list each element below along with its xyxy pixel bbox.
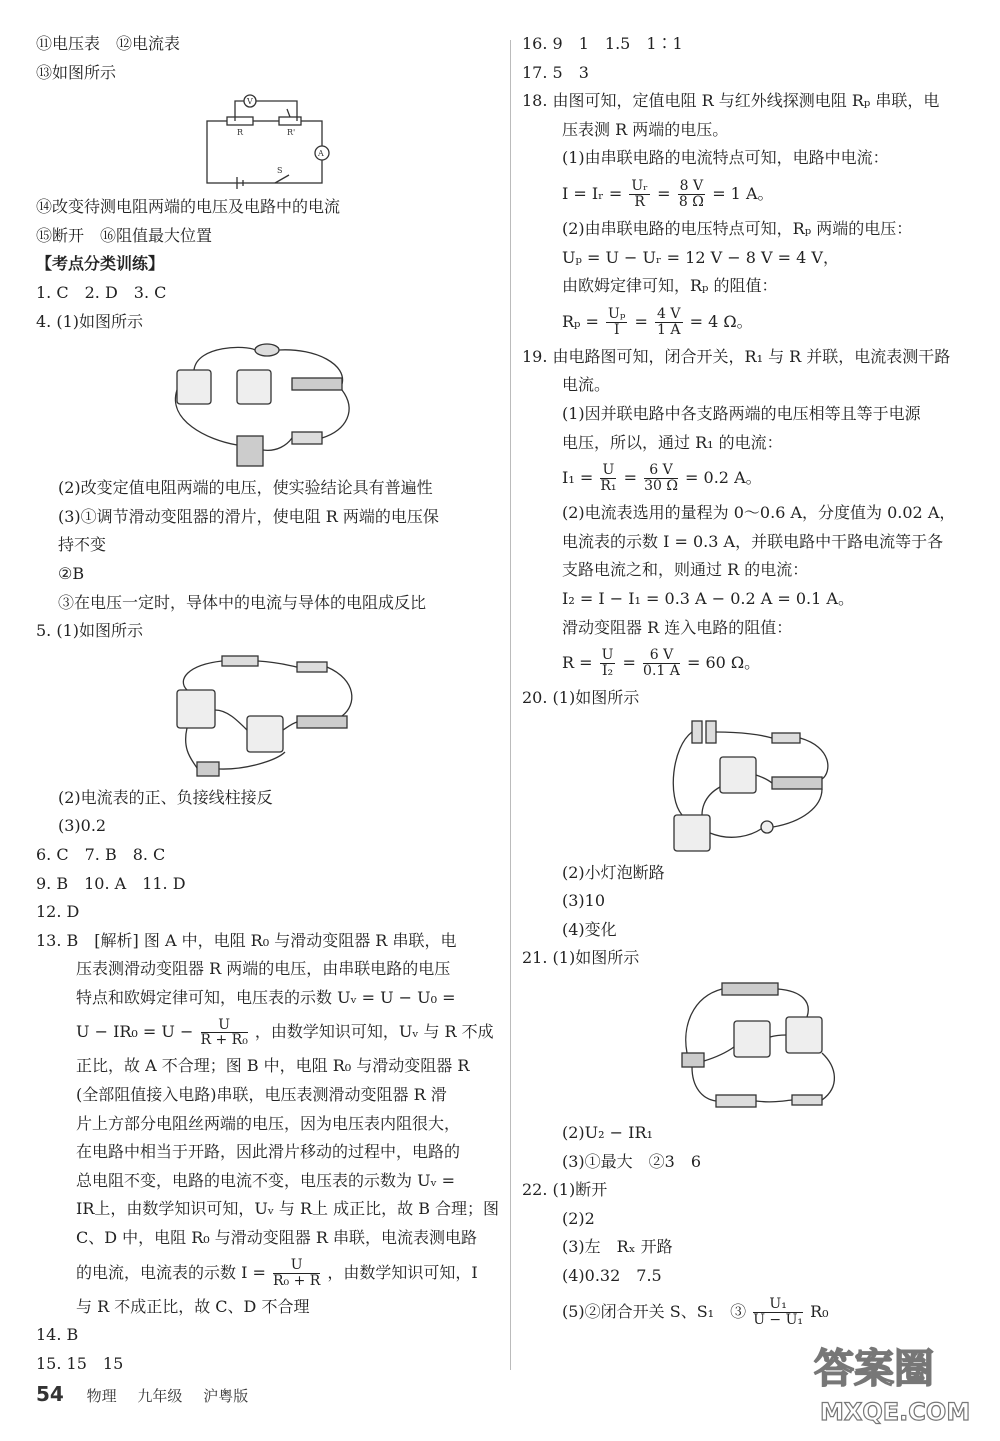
svg-text:R': R' bbox=[287, 128, 296, 138]
answer-line: (2)由串联电路的电压特点可知，Rₚ 两端的电压： bbox=[562, 218, 913, 238]
answer-line: 滑动变阻器 R 连入电路的阻值： bbox=[562, 617, 793, 637]
answer-line: ⑮断开 ⑯阻值最大位置 bbox=[36, 225, 213, 245]
answer-line: 12. D bbox=[36, 902, 80, 922]
answer-line: 6. C 7. B 8. C bbox=[36, 844, 166, 864]
denominator: 30 Ω bbox=[644, 478, 678, 495]
answer-line bbox=[522, 173, 977, 215]
watermark-text: 答案圈 bbox=[814, 1346, 934, 1392]
answer-line: 电流。 bbox=[562, 375, 611, 395]
numerator: 6 V bbox=[644, 463, 678, 479]
text: R = bbox=[562, 653, 593, 673]
answer-line: 片上方部分电阻丝两端的电压，因为电压表内阻很大， bbox=[76, 1113, 461, 1133]
text: I = Iᵣ = bbox=[562, 183, 623, 203]
fraction bbox=[629, 179, 650, 209]
answer-line: C、D 中，电阻 R₀ 与滑动变阻器 R 串联，电流表测电路 bbox=[76, 1228, 478, 1248]
answer-line: 1. C 2. D 3. C bbox=[36, 282, 167, 302]
answer-line: 4. (1)如图所示 bbox=[36, 311, 144, 331]
right-column bbox=[522, 30, 977, 1333]
answer-line: (4)变化 bbox=[562, 919, 617, 939]
answer-line: 电压，所以，通过 R₁ 的电流： bbox=[562, 432, 783, 452]
text: (5)②闭合开关 S、S₁ ③ bbox=[562, 1301, 747, 1321]
watermark-logo bbox=[806, 1330, 986, 1430]
numerator: Uₚ bbox=[608, 306, 626, 323]
fraction bbox=[678, 179, 705, 209]
svg-text:R: R bbox=[237, 128, 244, 138]
text: Rₚ = bbox=[562, 311, 599, 331]
answer-line: (4)0.32 7.5 bbox=[562, 1266, 662, 1286]
answer-line bbox=[36, 1253, 498, 1293]
denominator: 0.1 A bbox=[643, 663, 680, 680]
fraction bbox=[644, 463, 678, 493]
text: = bbox=[623, 468, 637, 488]
fraction bbox=[273, 1258, 320, 1288]
text: R₀ bbox=[810, 1301, 829, 1321]
denominator: R₁ bbox=[600, 478, 617, 495]
text: I₁ = bbox=[562, 468, 594, 488]
answer-line: 由欧姆定律可知，Rₚ 的阻值： bbox=[562, 276, 778, 296]
answer-line: 14. B bbox=[36, 1325, 79, 1345]
page-number: 54 bbox=[36, 1382, 64, 1406]
answer-line: 19. 由电路图可知，闭合开关，R₁ 与 R 并联，电流表测干路 bbox=[522, 346, 951, 366]
answer-line: (2)小灯泡断路 bbox=[562, 862, 665, 882]
answer-line: (3)0.2 bbox=[58, 816, 107, 836]
answer-line bbox=[522, 642, 977, 684]
fraction bbox=[201, 1018, 248, 1048]
denominator: I₂ bbox=[601, 663, 614, 680]
denominator: U − U₁ bbox=[753, 1311, 804, 1328]
answer-line: (3)①调节滑动变阻器的滑片，使电阻 R 两端的电压保 bbox=[58, 506, 439, 526]
answer-line: 17. 5 3 bbox=[522, 62, 589, 82]
answer-line: 压表测 R 两端的电压。 bbox=[562, 119, 729, 139]
denominator: I bbox=[613, 321, 620, 338]
numerator: 8 V bbox=[679, 178, 704, 195]
svg-text:S: S bbox=[277, 166, 283, 176]
answer-line: 支路电流之和，则通过 R 的电流： bbox=[562, 560, 809, 580]
denominator: R + R₀ bbox=[200, 1032, 248, 1049]
fraction bbox=[655, 307, 682, 337]
answer-line: IR上，由数学知识可知，Uᵥ 与 R上 成正比，故 B 合理；图 bbox=[76, 1199, 500, 1219]
text: U − IR₀ = U − bbox=[76, 1022, 194, 1042]
text: = bbox=[657, 183, 671, 203]
footer-grade: 九年级 bbox=[137, 1387, 183, 1405]
fraction bbox=[643, 648, 680, 678]
answer-line: (2)电流表的正、负接线柱接反 bbox=[58, 787, 273, 807]
numerator: 6 V bbox=[643, 648, 680, 664]
answer-line: (2)2 bbox=[562, 1208, 595, 1228]
answer-line: 21. (1)如图所示 bbox=[522, 948, 640, 968]
circuit-figure-q4 bbox=[167, 340, 367, 470]
answer-line bbox=[522, 1291, 977, 1333]
answer-line: (3)10 bbox=[562, 891, 606, 911]
left-column bbox=[36, 30, 498, 1378]
answer-line: 22. (1)断开 bbox=[522, 1180, 608, 1200]
text: = 0.2 A。 bbox=[685, 468, 762, 488]
answer-line: (3)左 Rₓ 开路 bbox=[562, 1237, 673, 1257]
answer-line: ②B bbox=[58, 563, 85, 583]
text: = 4 Ω。 bbox=[689, 311, 753, 331]
column-divider bbox=[510, 40, 511, 1370]
text: = bbox=[622, 653, 636, 673]
answer-line: 持不变 bbox=[58, 535, 107, 555]
answer-line: (2)改变定值电阻两端的电压，使实验结论具有普遍性 bbox=[58, 478, 433, 498]
fraction bbox=[606, 307, 627, 337]
numerator: U bbox=[273, 1258, 320, 1274]
answer-line: (2)U₂ − IR₁ bbox=[562, 1123, 653, 1143]
text: = 1 A。 bbox=[712, 183, 774, 203]
answer-line: I₂ = I − I₁ = 0.3 A − 0.2 A = 0.1 A。 bbox=[562, 588, 854, 608]
text: = bbox=[634, 311, 648, 331]
text: ，由数学知识可知，I bbox=[327, 1262, 478, 1282]
answer-line: (1)因并联电路中各支路两端的电压相等且等于电源 bbox=[562, 403, 921, 423]
answer-line: (全部阻值接入电路)串联，电压表测滑动变阻器 R 滑 bbox=[76, 1085, 447, 1105]
answer-line: Uₚ = U − Uᵣ = 12 V − 8 V = 4 V， bbox=[562, 247, 839, 267]
answer-line: 15. 15 15 bbox=[36, 1353, 124, 1373]
numerator: Uᵣ bbox=[631, 178, 649, 195]
answer-line bbox=[522, 457, 977, 499]
circuit-figure-q20 bbox=[662, 717, 842, 855]
fraction bbox=[600, 648, 616, 678]
numerator: U bbox=[600, 463, 616, 479]
answer-line: 9. B 10. A 11. D bbox=[36, 873, 186, 893]
answer-line: ⑭改变待测电阻两端的电压及电路中的电流 bbox=[36, 197, 341, 217]
svg-text:V: V bbox=[247, 97, 253, 107]
page-footer bbox=[36, 1382, 264, 1406]
numerator: U bbox=[201, 1018, 248, 1034]
answer-line: (3)①最大 ②3 6 bbox=[562, 1151, 702, 1171]
text: 的电流，电流表的示数 I = bbox=[76, 1262, 266, 1282]
answer-line: 20. (1)如图所示 bbox=[522, 688, 640, 708]
answer-line: 压表测滑动变阻器 R 两端的电压，由串联电路的电压 bbox=[76, 959, 451, 979]
footer-subject: 物理 bbox=[86, 1387, 117, 1405]
watermark-url: MXQE.COM bbox=[820, 1398, 971, 1426]
footer-edition: 沪粤版 bbox=[203, 1387, 249, 1405]
answer-line: 与 R 不成正比，故 C、D 不合理 bbox=[76, 1296, 310, 1316]
answer-line: 正比，故 A 不合理；图 B 中，电阻 R₀ 与滑动变阻器 R bbox=[76, 1056, 470, 1076]
text: ，由数学知识可知，Uᵥ 与 R 不成 bbox=[254, 1022, 494, 1042]
section-title: 【考点分类训练】 bbox=[36, 254, 165, 274]
answer-line: 总电阻不变，电路的电流不变，电压表的示数为 Uᵥ = bbox=[76, 1170, 456, 1190]
numerator: U₁ bbox=[753, 1297, 803, 1313]
circuit-diagram-voltmeter-ammeter bbox=[197, 91, 337, 189]
denominator: R₀ + R bbox=[273, 1272, 321, 1289]
answer-line: (1)由串联电路的电流特点可知，电路中电流： bbox=[562, 148, 889, 168]
fraction bbox=[600, 463, 616, 493]
answer-line: 电流表的示数 I = 0.3 A，并联电路中干路电流等于各 bbox=[562, 531, 944, 551]
denominator: R bbox=[634, 193, 645, 210]
answer-line: ⑬如图所示 bbox=[36, 62, 117, 82]
answer-line: 特点和欧姆定律可知，电压表的示数 Uᵥ = U − U₀ = bbox=[76, 987, 456, 1007]
answer-line: 16. 9 1 1.5 1∶1 bbox=[522, 34, 683, 53]
answer-line: ③在电压一定时，导体中的电流与导体的电阻成反比 bbox=[58, 592, 427, 612]
circuit-figure-q21 bbox=[662, 977, 842, 1115]
denominator: 8 Ω bbox=[678, 193, 704, 210]
circuit-figure-q5 bbox=[167, 650, 367, 780]
answer-line: (2)电流表选用的量程为 0～0.6 A，分度值为 0.02 A， bbox=[562, 503, 956, 523]
answer-line bbox=[522, 301, 977, 343]
answer-line: 在电路中相当于开路，因此滑片移动的过程中，电路的 bbox=[76, 1142, 461, 1162]
answer-line: ⑪电压表 ⑫电流表 bbox=[36, 34, 181, 53]
text: = 60 Ω。 bbox=[686, 653, 761, 673]
answer-line: 13. B [解析] 图 A 中，电阻 R₀ 与滑动变阻器 R 串联，电 bbox=[36, 930, 457, 950]
denominator: 1 A bbox=[657, 321, 681, 338]
answer-line bbox=[36, 1012, 498, 1052]
numerator: 4 V bbox=[657, 306, 681, 323]
svg-text:A: A bbox=[318, 149, 324, 159]
fraction bbox=[753, 1297, 803, 1327]
numerator: U bbox=[601, 647, 614, 664]
answer-line: 18. 由图可知，定值电阻 R 与红外线探测电阻 Rₚ 串联，电 bbox=[522, 91, 940, 111]
answer-line: 5. (1)如图所示 bbox=[36, 621, 144, 641]
